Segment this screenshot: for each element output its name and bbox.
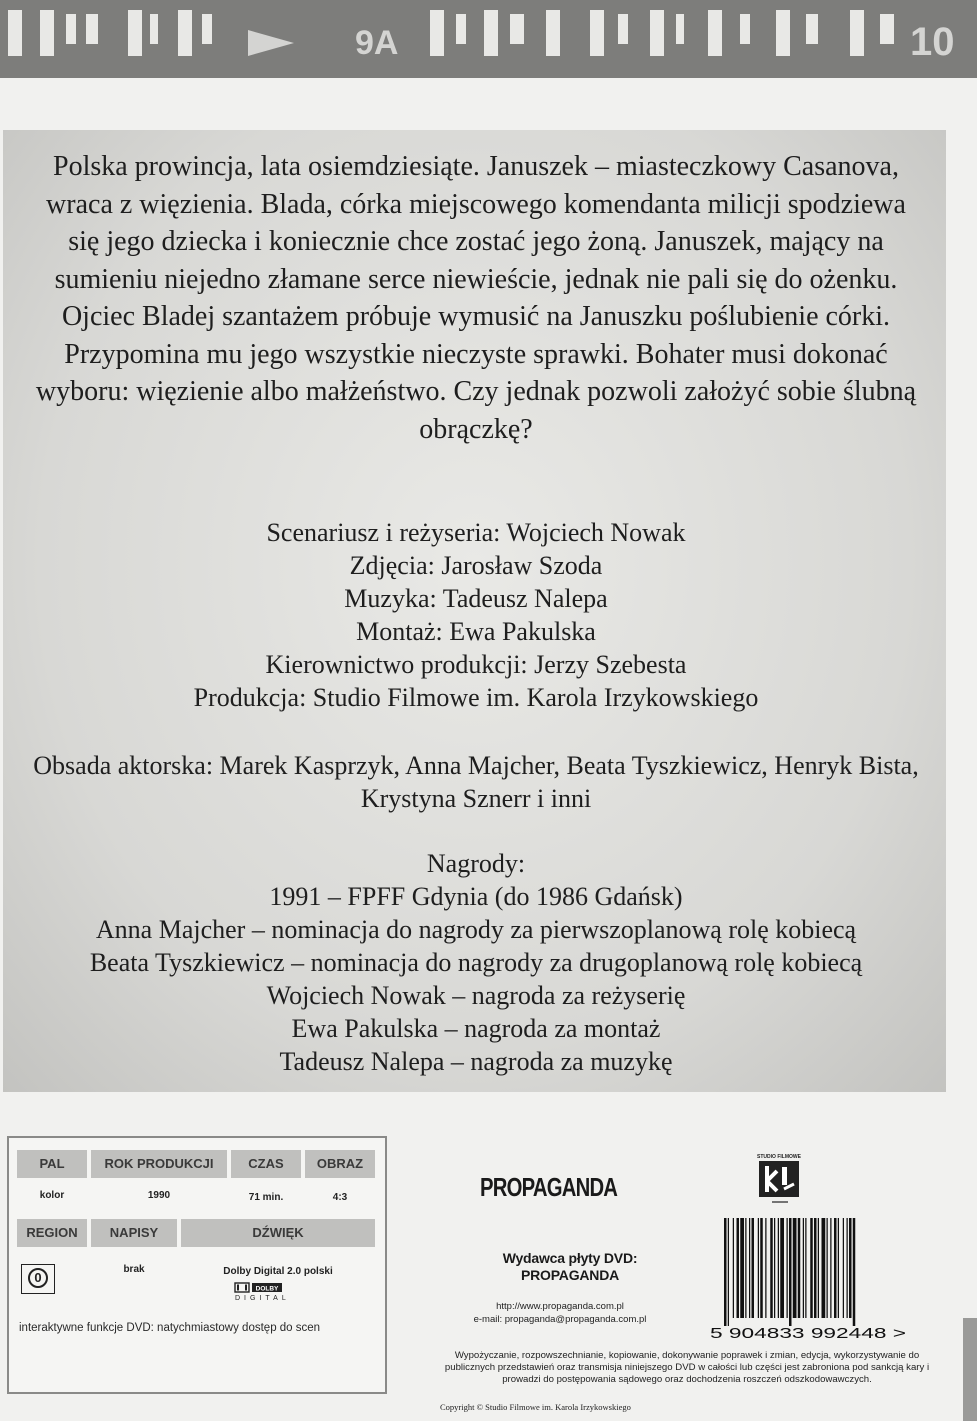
- barcode-bar: [740, 1218, 744, 1318]
- spec-header-subtitles: NAPISY: [91, 1219, 177, 1247]
- barcode-bar: [724, 1218, 727, 1326]
- barcode-bar: [774, 1218, 775, 1318]
- barcode-bar: [830, 1218, 831, 1318]
- barcode-bar: [847, 1218, 848, 1318]
- spec-header-region: REGION: [17, 1219, 87, 1247]
- barcode: [710, 1218, 910, 1342]
- barcode-bar: [733, 1218, 734, 1318]
- barcode-bar: [805, 1218, 806, 1318]
- scan-edge: [963, 1318, 977, 1421]
- credit-director: Scenariusz i reżyseria: Wojciech Nowak: [266, 518, 686, 547]
- barcode-bar: [780, 1218, 784, 1318]
- credit-production: Produkcja: Studio Filmowe im. Karola Irzykowskiego: [193, 683, 759, 712]
- legal-notice: Wypożyczanie, rozpowszechnianie, kopiowanie, dokonywanie poprawek i zmian, edycja, wykorzystywanie do publicznych przedstawień oraz transmisja niniejszego DVD w całości lub części jest zabroniona pod sankcją kary i prowadzi do postępowania sądowego oraz dochodzenia roszczeń odszkodowawczych.: [444, 1350, 930, 1385]
- barcode-bar: [752, 1218, 755, 1318]
- award-item: Ewa Pakulska – nagroda za montaż: [291, 1014, 661, 1043]
- awards-list: [30, 847, 922, 1078]
- cast-list: Obsada aktorska: Marek Kasprzyk, Anna Majcher, Beata Tyszkiewicz, Henryk Bista, Krystyna Sznerr i inni: [33, 751, 919, 813]
- barcode-bar: [793, 1218, 797, 1318]
- spec-value-sound: Dolby Digital 2.0 polski: [223, 1266, 333, 1277]
- barcode-bar: [818, 1218, 819, 1318]
- studio-filmowe-logo: [754, 1151, 804, 1207]
- contacts: [430, 1300, 690, 1326]
- film-strip: [0, 0, 977, 78]
- dvd-spec-table: [7, 1136, 387, 1394]
- award-item: Anna Majcher – nominacja do nagrody za pierwszoplanową rolę kobiecą: [95, 915, 857, 944]
- spec-value-year: 1990: [147, 1190, 171, 1201]
- award-item: Tadeusz Nalepa – nagroda za muzykę: [279, 1047, 673, 1076]
- spec-value-aspect: 4:3: [332, 1192, 348, 1203]
- spec-header-pal: PAL: [17, 1150, 87, 1178]
- frame-label-10: 10: [910, 20, 955, 64]
- barcode-bar: [789, 1218, 792, 1326]
- barcode-bar: [810, 1218, 813, 1318]
- barcode-number: 5 904833 992448 >: [710, 1325, 907, 1342]
- svg-text:STUDIO FILMOWE: STUDIO FILMOWE: [757, 1154, 801, 1160]
- barcode-bar: [827, 1218, 828, 1318]
- spec-value-subtitles: brak: [123, 1264, 145, 1275]
- awards-heading: Nagrody:: [426, 849, 526, 878]
- region-badge: [21, 1264, 55, 1294]
- barcode-bar: [834, 1218, 837, 1318]
- spec-value-time: 71 min.: [248, 1192, 284, 1203]
- spec-header-sound: DŹWIĘK: [181, 1219, 375, 1247]
- credits-list: [30, 516, 922, 714]
- credit-editing: Montaż: Ewa Pakulska: [356, 617, 596, 646]
- film-arrow-icon: [248, 30, 294, 56]
- website-link[interactable]: http://www.propaganda.com.pl: [496, 1301, 624, 1312]
- region-value: 0: [28, 1268, 48, 1288]
- award-item: 1991 – FPFF Gdynia (do 1986 Gdańsk): [269, 882, 683, 911]
- propaganda-logo: PROPAGANDA: [480, 1172, 618, 1202]
- svg-text:DIGITAL: DIGITAL: [235, 1295, 290, 1302]
- barcode-bar: [814, 1218, 817, 1318]
- spec-header-time: CZAS: [231, 1150, 301, 1178]
- barcode-bar: [760, 1218, 763, 1318]
- barcode-bar: [765, 1218, 766, 1318]
- barcode-bar: [843, 1218, 844, 1318]
- copyright-notice: Copyright © Studio Filmowe im. Karola Irzykowskiego: [440, 1402, 631, 1412]
- barcode-bar: [737, 1218, 740, 1318]
- barcode-bar: [745, 1218, 746, 1318]
- barcode-bar: [728, 1218, 729, 1326]
- barcode-bar: [787, 1218, 788, 1318]
- barcode-bar: [749, 1218, 750, 1318]
- barcode-bar: [822, 1218, 826, 1318]
- barcode-bar: [770, 1218, 773, 1318]
- frame-label-9a: 9A: [355, 24, 399, 62]
- barcode-bar: [849, 1218, 852, 1318]
- credit-cinematography: Zdjęcia: Jarosław Szoda: [349, 551, 603, 580]
- award-item: Beata Tyszkiewicz – nominacja do nagrody za drugoplanową rolę kobiecą: [89, 948, 863, 977]
- dolby-digital-logo: [234, 1282, 308, 1302]
- barcode-bar: [838, 1218, 839, 1318]
- publisher-label: Wydawca płyty DVD: PROPAGANDA: [502, 1250, 638, 1283]
- spec-header-image: OBRAZ: [305, 1150, 375, 1178]
- spec-footer: interaktywne funkcje DVD: natychmiastowy dostęp do scen: [19, 1322, 321, 1334]
- barcode-bar: [803, 1218, 804, 1318]
- barcode-bar: [758, 1218, 759, 1318]
- spec-header-year: ROK PRODUKCJI: [91, 1150, 227, 1178]
- spec-value-color: kolor: [39, 1190, 65, 1201]
- award-item: Wojciech Nowak – nagroda za reżyserię: [266, 981, 686, 1010]
- synopsis: Polska prowincja, lata osiemdziesiąte. Januszek – miasteczkowy Casanova, wraca z więzienia. Blada, córka miejscowego komendanta milicji spodziewa się jego dziecka i koniecznie chce zostać jego żoną. Januszek, mający na sumieniu niejedno złamane serce niewieście, jednak nie pali się do ożenku. Ojciec Bladej szantażem próbuje wymusić na Januszku poślubienie córki. Przypomina mu jego wszystkie nieczyste sprawki. Bohater musi dokonać wyboru: więzienie albo małżeństwo. Czy jednak pozwoli założyć sobie ślubną obrączkę?: [35, 151, 917, 445]
- barcode-bar: [798, 1218, 801, 1318]
- credit-production-manager: Kierownictwo produkcji: Jerzy Szebesta: [265, 650, 687, 679]
- credit-music: Muzyka: Tadeusz Nalepa: [344, 584, 608, 613]
- svg-text:DOLBY: DOLBY: [255, 1285, 279, 1293]
- barcode-bar: [778, 1218, 779, 1318]
- email-link[interactable]: e-mail: propaganda@propaganda.com.pl: [473, 1314, 647, 1325]
- barcode-bar: [853, 1218, 856, 1326]
